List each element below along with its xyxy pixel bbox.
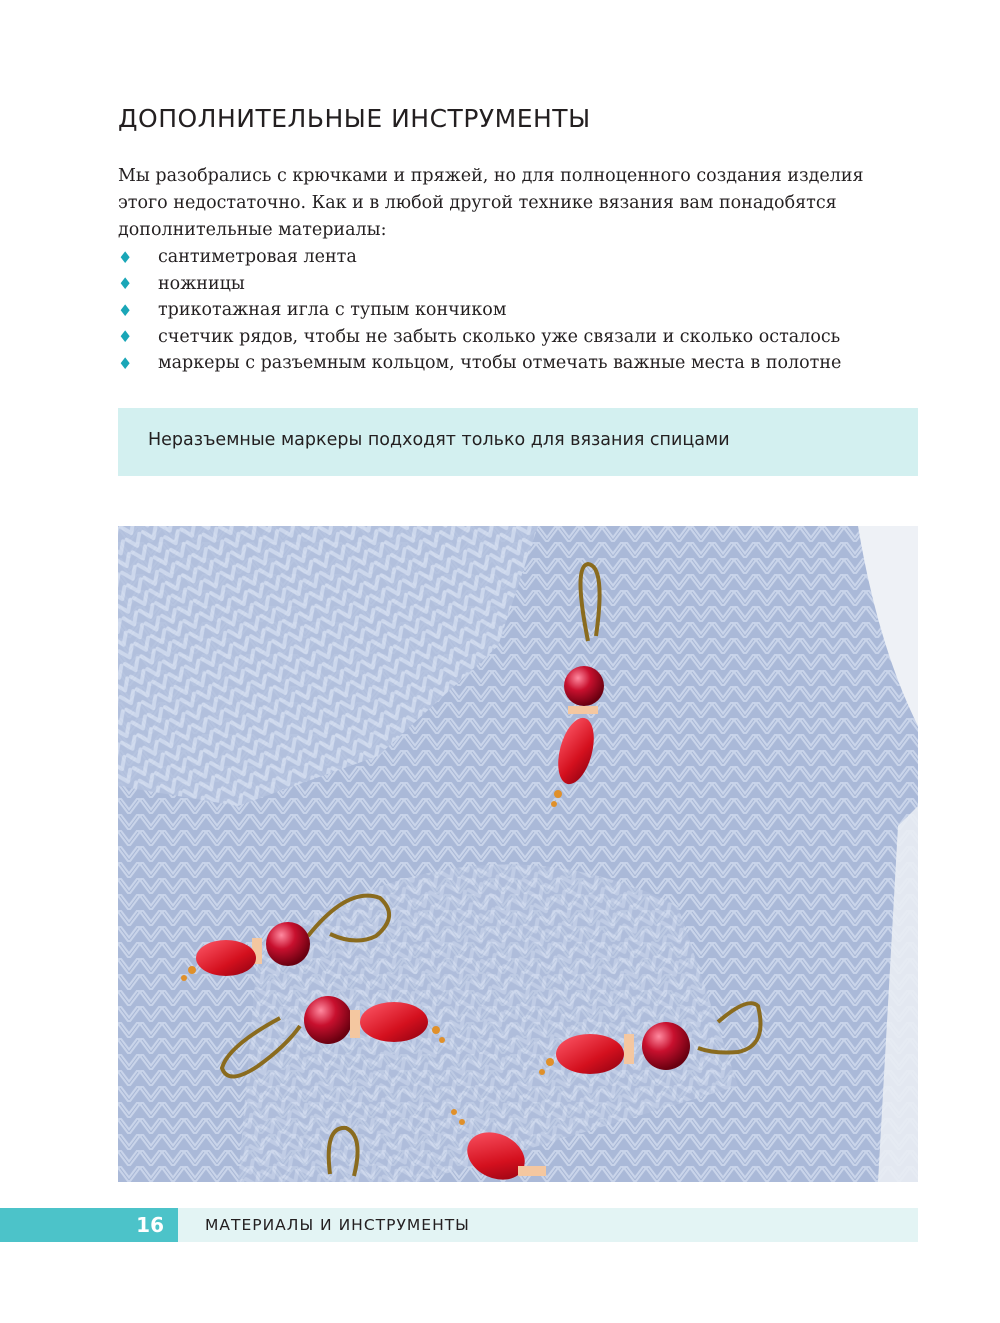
intro-paragraph: Мы разобрались с крючками и пряжей, но для полноценного создания изделия этого недостаточно. Как и в любой другой технике вязания вам понадобятся дополнительные материалы: <box>118 166 864 240</box>
knitting-photo <box>118 526 918 1182</box>
list-item-text: сантиметровая лента <box>158 247 357 268</box>
list-item <box>118 271 841 298</box>
list-item <box>118 324 841 351</box>
list-item <box>118 297 841 324</box>
diamond-bullet-icon: ♦ <box>118 327 133 347</box>
chapter-title: МАТЕРИАЛЫ И ИНСТРУМЕНТЫ <box>205 1216 470 1234</box>
diamond-bullet-icon: ♦ <box>118 274 133 294</box>
note-box <box>118 408 918 476</box>
list-item-text: счетчик рядов, чтобы не забыть сколько уже связали и сколько осталось <box>158 326 841 347</box>
knitting-photo-illustration <box>118 526 918 1182</box>
section-title: ДОПОЛНИТЕЛЬНЫЕ ИНСТРУМЕНТЫ <box>118 104 591 133</box>
note-text: Неразъемные маркеры подходят только для вязания спицами <box>148 430 730 450</box>
list-item-text: ножницы <box>158 273 245 294</box>
list-item <box>118 350 841 377</box>
diamond-bullet-icon: ♦ <box>118 247 133 267</box>
list-item <box>118 244 841 271</box>
diamond-bullet-icon: ♦ <box>118 300 133 320</box>
tools-list <box>118 244 841 377</box>
list-item-text: маркеры с разъемным кольцом, чтобы отмечать важные места в полотне <box>158 353 842 374</box>
list-item-text: трикотажная игла с тупым кончиком <box>158 300 507 321</box>
diamond-bullet-icon: ♦ <box>118 353 133 373</box>
page-number: 16 <box>0 1208 178 1242</box>
